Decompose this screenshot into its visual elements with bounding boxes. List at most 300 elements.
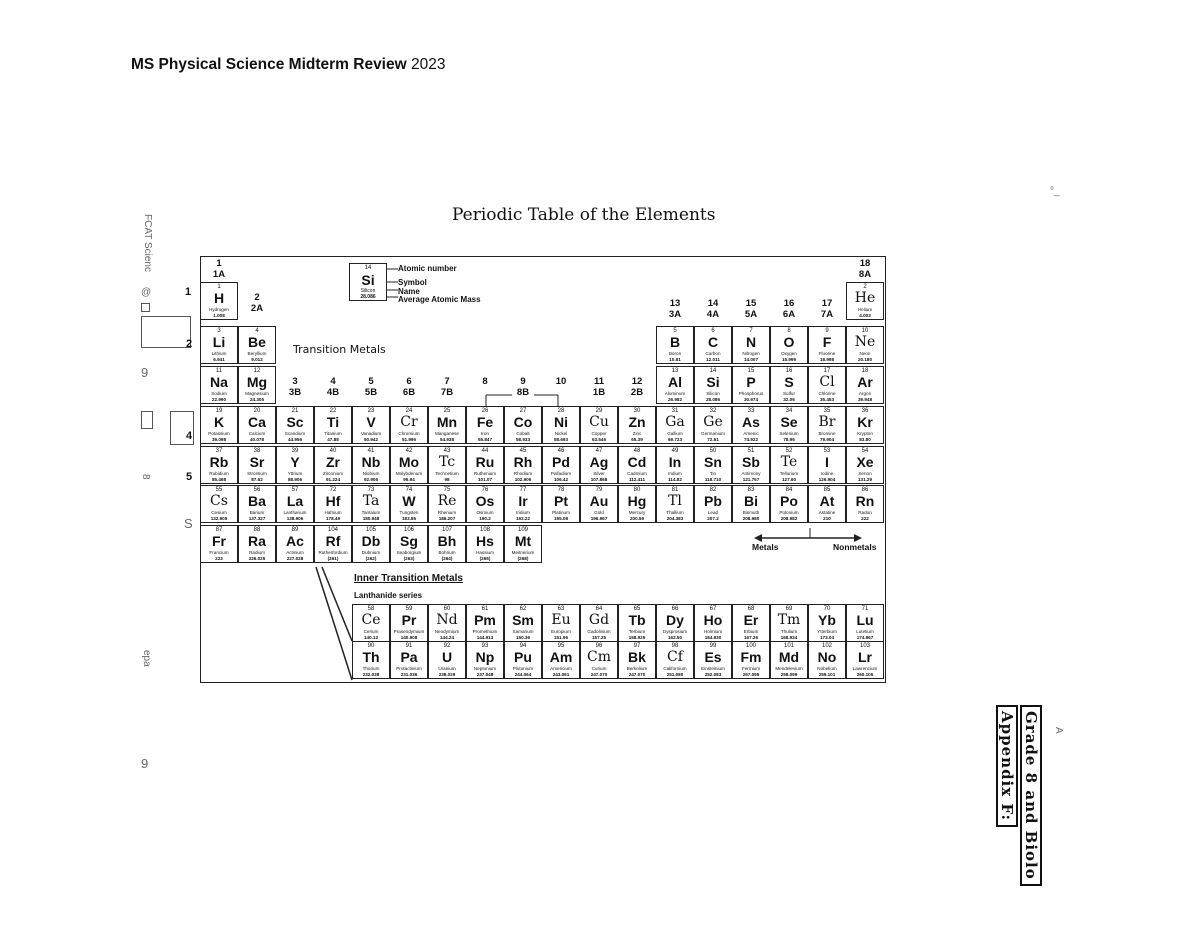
group-label: 8B <box>516 387 530 398</box>
element-cell-in <box>656 446 694 484</box>
atomic-mass: 150.36 <box>515 635 531 640</box>
element-cell-sn <box>694 446 732 484</box>
element-cell-rf <box>314 525 352 563</box>
atomic-number: 46 <box>557 448 565 454</box>
element-cell-eu <box>542 604 580 642</box>
element-symbol: Ni <box>554 414 568 430</box>
element-cell-dy <box>656 604 694 642</box>
atomic-number: 91 <box>405 643 413 649</box>
atomic-mass: 144.24 <box>439 635 455 640</box>
element-symbol: Po <box>780 493 798 509</box>
element-cell-sb <box>732 446 770 484</box>
element-symbol: Ho <box>703 612 723 628</box>
atomic-number: 76 <box>481 487 489 493</box>
atomic-number: 6 <box>711 328 715 334</box>
atomic-number: 106 <box>403 527 414 533</box>
element-cell-al <box>656 366 694 404</box>
periodic-table-title: Periodic Table of the Elements <box>452 205 716 225</box>
element-symbol: Fr <box>212 533 226 549</box>
element-name: Neon <box>859 351 871 356</box>
atomic-mass: 210 <box>823 516 831 521</box>
element-symbol: W <box>402 493 416 509</box>
element-cell-hs <box>466 525 504 563</box>
element-cell-rh <box>504 446 542 484</box>
element-symbol: Al <box>668 374 682 390</box>
element-symbol: Sc <box>286 414 304 430</box>
element-cell-te <box>770 446 808 484</box>
group-header <box>846 258 884 280</box>
atomic-mass: 39.098 <box>211 437 227 442</box>
atomic-mass: 69.723 <box>667 437 683 442</box>
element-cell-ga <box>656 406 694 444</box>
element-cell-zr <box>314 446 352 484</box>
element-name: Sodium <box>211 391 227 396</box>
element-cell-u <box>428 641 466 679</box>
atomic-number: 7 <box>749 328 753 334</box>
atomic-number: 4 <box>255 328 259 334</box>
element-cell-ra <box>238 525 276 563</box>
group-number: 2 <box>254 292 260 303</box>
element-cell-pt <box>542 485 580 523</box>
element-name: Lanthanum <box>283 510 307 515</box>
legend-number: 14 <box>364 265 372 271</box>
atomic-mass: 15.999 <box>781 357 797 362</box>
margin-nine-mark: 9 <box>141 365 149 380</box>
element-symbol: Bi <box>744 493 758 509</box>
margin-a-mark: A <box>1053 727 1064 734</box>
atomic-number: 31 <box>671 408 679 414</box>
element-cell-hg <box>618 485 656 523</box>
group-label: 2A <box>250 303 264 314</box>
legend-name: Silicon <box>360 288 376 294</box>
element-name: Carbon <box>705 351 721 356</box>
atomic-mass: 24.305 <box>249 397 265 402</box>
element-cell-cf <box>656 641 694 679</box>
element-name: Erbium <box>743 629 759 634</box>
atomic-number: 60 <box>443 606 451 612</box>
atomic-mass: 63.546 <box>591 437 607 442</box>
margin-eight-mark: 8 <box>140 474 151 480</box>
atomic-mass: 140.12 <box>363 635 379 640</box>
atomic-mass: 18.998 <box>819 357 835 362</box>
inner-transition-label: Inner Transition Metals <box>354 573 463 584</box>
element-symbol: Mg <box>246 374 268 390</box>
element-symbol: Ir <box>518 493 528 509</box>
element-symbol: Bh <box>437 533 457 549</box>
element-name: Antimony <box>741 471 761 476</box>
element-name: Hydrogen <box>209 307 229 312</box>
element-name: Mendelevium <box>775 666 803 671</box>
element-name: Nickel <box>554 431 568 436</box>
group-label: 4B <box>326 387 340 398</box>
group-number: 16 <box>783 298 795 309</box>
atomic-number: 43 <box>443 448 451 454</box>
element-symbol: V <box>366 414 376 430</box>
group-label: 4A <box>706 309 720 320</box>
element-name: Chlorine <box>818 391 836 396</box>
atomic-mass: 114.82 <box>668 477 682 482</box>
group-header <box>504 376 542 398</box>
atomic-mass: 78.96 <box>783 437 795 442</box>
legend-label-number: Atomic number <box>398 264 457 273</box>
element-symbol: Se <box>780 414 798 430</box>
atomic-number: 3 <box>217 328 221 334</box>
element-name: Uranium <box>438 666 456 671</box>
legend-label-name: Name <box>398 287 420 296</box>
element-name: Tungsten <box>399 510 419 515</box>
element-cell-tm <box>770 604 808 642</box>
element-name: Nobelium <box>817 666 837 671</box>
atomic-number: 71 <box>861 606 869 612</box>
element-cell-yb <box>808 604 846 642</box>
element-name: Terbium <box>628 629 646 634</box>
atomic-mass: 183.85 <box>401 516 417 521</box>
group-header <box>200 258 238 280</box>
element-name: Scandium <box>284 431 306 436</box>
atomic-mass: 20.180 <box>857 357 873 362</box>
atomic-number: 21 <box>291 408 299 414</box>
atomic-mass: 32.06 <box>783 397 795 402</box>
group-label: 1B <box>592 387 606 398</box>
atomic-mass: (262) <box>365 556 377 561</box>
group-number: 12 <box>631 376 643 387</box>
atomic-mass: 162.50 <box>667 635 683 640</box>
atomic-mass: 232.038 <box>362 672 380 677</box>
atomic-mass: 51.996 <box>401 437 417 442</box>
atomic-number: 83 <box>747 487 755 493</box>
atomic-mass: 259.101 <box>818 672 836 677</box>
element-cell-la <box>276 485 314 523</box>
element-symbol: Bk <box>628 649 646 665</box>
element-name: Lawrencium <box>852 666 878 671</box>
atomic-mass: 186.207 <box>438 516 456 521</box>
element-name: Rhodium <box>513 471 533 476</box>
atomic-number: 78 <box>557 487 565 493</box>
atomic-number: 72 <box>329 487 337 493</box>
atomic-number: 52 <box>785 448 793 454</box>
atomic-number: 94 <box>519 643 527 649</box>
element-name: Rutherfordium <box>318 550 348 555</box>
atomic-mass: 40.078 <box>249 437 265 442</box>
element-cell-ca <box>238 406 276 444</box>
atomic-number: 50 <box>709 448 717 454</box>
margin-box-mark <box>141 303 150 312</box>
group-header <box>656 298 694 320</box>
period-label: 1 <box>185 286 192 298</box>
atomic-number: 38 <box>253 448 261 454</box>
element-symbol: Mt <box>514 533 532 549</box>
element-cell-y <box>276 446 314 484</box>
element-cell-zn <box>618 406 656 444</box>
atomic-mass: 47.88 <box>327 437 339 442</box>
atomic-mass: 39.948 <box>857 397 873 402</box>
element-cell-co <box>504 406 542 444</box>
atomic-mass: 158.925 <box>628 635 646 640</box>
element-symbol: Es <box>704 649 722 665</box>
element-cell-li <box>200 326 238 364</box>
element-symbol: Ne <box>854 334 876 350</box>
element-name: Helium <box>857 307 873 312</box>
atomic-number: 51 <box>747 448 755 454</box>
element-name: Yttrium <box>287 471 303 476</box>
atomic-number: 49 <box>671 448 679 454</box>
element-cell-k <box>200 406 238 444</box>
element-cell-cl <box>808 366 846 404</box>
group-label: 6A <box>782 309 796 320</box>
element-name: Magnesium <box>245 391 269 396</box>
element-cell-cd <box>618 446 656 484</box>
atomic-number: 102 <box>821 643 832 649</box>
element-symbol: Ce <box>361 612 381 628</box>
element-name: Tellurium <box>779 471 799 476</box>
atomic-number: 104 <box>327 527 338 533</box>
atomic-mass: 87.62 <box>251 477 263 482</box>
atomic-mass: 164.930 <box>704 635 722 640</box>
atomic-mass: 54.938 <box>439 437 455 442</box>
atomic-number: 65 <box>633 606 641 612</box>
period-label: 2 <box>186 338 193 350</box>
element-name: Californium <box>663 666 687 671</box>
element-symbol: K <box>213 414 225 430</box>
atomic-number: 68 <box>747 606 755 612</box>
atomic-mass: 251.080 <box>666 672 684 677</box>
element-name: Mercury <box>628 510 646 515</box>
element-name: Promethium <box>472 629 498 634</box>
element-symbol: Rb <box>209 454 229 470</box>
atomic-number: 35 <box>823 408 831 414</box>
element-symbol: Ra <box>248 533 266 549</box>
atomic-mass: 157.25 <box>591 635 607 640</box>
group-number: 1 <box>216 258 222 269</box>
element-cell-th <box>352 641 390 679</box>
element-name: Europium <box>551 629 571 634</box>
element-name: Ytterbium <box>817 629 837 634</box>
atomic-mass: 127.60 <box>781 477 797 482</box>
atomic-number: 44 <box>481 448 489 454</box>
atomic-mass: 58.933 <box>515 437 531 442</box>
element-symbol: Zr <box>326 454 340 470</box>
element-symbol: Lu <box>856 612 874 628</box>
element-cell-br <box>808 406 846 444</box>
element-name: Zinc <box>632 431 642 436</box>
element-name: Polonium <box>779 510 799 515</box>
atomic-number: 27 <box>519 408 527 414</box>
period-label: 5 <box>186 471 193 483</box>
corner-mark: °_ <box>1050 186 1060 197</box>
atomic-number: 79 <box>595 487 603 493</box>
margin-at-mark: @ <box>141 287 152 298</box>
atomic-number: 32 <box>709 408 717 414</box>
element-cell-rb <box>200 446 238 484</box>
atomic-number: 90 <box>367 643 375 649</box>
element-symbol: Th <box>362 649 380 665</box>
element-cell-ta <box>352 485 390 523</box>
element-symbol: Tb <box>628 612 646 628</box>
atomic-mass: 22.990 <box>211 397 227 402</box>
element-cell-lr <box>846 641 884 679</box>
atomic-number: 24 <box>405 408 413 414</box>
element-name: Curium <box>591 666 607 671</box>
element-symbol: Cs <box>210 493 228 509</box>
element-cell-db <box>352 525 390 563</box>
atomic-number: 15 <box>747 368 755 374</box>
element-name: Molybdenum <box>395 471 423 476</box>
atomic-number: 100 <box>745 643 756 649</box>
atomic-number: 48 <box>633 448 641 454</box>
group-header <box>466 376 504 387</box>
atomic-mass: 204.383 <box>666 516 684 521</box>
atomic-mass: 138.906 <box>286 516 304 521</box>
atomic-mass: 106.42 <box>553 477 569 482</box>
element-cell-pa <box>390 641 428 679</box>
element-symbol: Cm <box>587 649 611 665</box>
atomic-mass: 167.26 <box>743 635 759 640</box>
group-header <box>770 298 808 320</box>
element-name: Nitrogen <box>742 351 760 356</box>
element-name: Lutetium <box>856 629 874 634</box>
element-symbol: Ac <box>286 533 304 549</box>
element-cell-fr <box>200 525 238 563</box>
element-symbol: Ta <box>362 493 380 509</box>
element-cell-ne <box>846 326 884 364</box>
atomic-mass: 85.468 <box>211 477 227 482</box>
atomic-number: 41 <box>367 448 375 454</box>
element-cell-hf <box>314 485 352 523</box>
atomic-number: 97 <box>633 643 641 649</box>
element-cell-at <box>808 485 846 523</box>
group-header <box>808 298 846 320</box>
transition-metals-label: Transition Metals <box>293 343 386 356</box>
atomic-mass: 107.868 <box>590 477 608 482</box>
element-name: Meitnerium <box>511 550 535 555</box>
atomic-mass: 257.095 <box>742 672 760 677</box>
element-symbol: S <box>784 374 794 390</box>
element-symbol: Sm <box>512 612 534 628</box>
atomic-mass: 44.956 <box>287 437 303 442</box>
legend-mass: 28.086 <box>360 294 376 300</box>
atomic-number: 105 <box>365 527 376 533</box>
element-symbol: Sn <box>704 454 722 470</box>
group-header <box>314 376 352 398</box>
atomic-number: 23 <box>367 408 375 414</box>
atomic-mass: (261) <box>327 556 339 561</box>
element-name: Cerium <box>363 629 379 634</box>
element-symbol: Zn <box>628 414 646 430</box>
atomic-number: 14 <box>709 368 717 374</box>
element-name: Zirconium <box>322 471 344 476</box>
group-number: 8 <box>482 376 488 387</box>
element-cell-no <box>808 641 846 679</box>
atomic-number: 82 <box>709 487 717 493</box>
atomic-mass: 200.59 <box>629 516 645 521</box>
element-symbol: Sr <box>249 454 265 470</box>
atomic-mass: 1.008 <box>213 313 225 318</box>
atomic-mass: 55.847 <box>477 437 493 442</box>
element-name: Bohrium <box>438 550 456 555</box>
element-symbol: Pa <box>400 649 418 665</box>
group-number: 18 <box>859 258 871 269</box>
element-cell-cr <box>390 406 428 444</box>
group-header <box>276 376 314 398</box>
legend-key-cell <box>349 263 387 301</box>
element-symbol: Ti <box>326 414 340 430</box>
element-name: Thorium <box>362 666 380 671</box>
atomic-mass: 195.08 <box>553 516 569 521</box>
element-name: Tin <box>709 471 717 476</box>
element-cell-ni <box>542 406 580 444</box>
atomic-mass: 223 <box>215 556 223 561</box>
atomic-number: 34 <box>785 408 793 414</box>
atomic-number: 63 <box>557 606 565 612</box>
atomic-number: 92 <box>443 643 451 649</box>
atomic-number: 95 <box>557 643 565 649</box>
element-cell-fm <box>732 641 770 679</box>
atomic-mass: 252.083 <box>704 672 722 677</box>
atomic-number: 75 <box>443 487 451 493</box>
legend-label-symbol: Symbol <box>398 278 427 287</box>
element-name: Francium <box>209 550 229 555</box>
legend-label-mass: Average Atomic Mass <box>398 295 481 304</box>
element-symbol: Li <box>212 334 226 350</box>
element-symbol: P <box>746 374 756 390</box>
nonmetals-label: Nonmetals <box>833 542 877 552</box>
element-cell-pb <box>694 485 732 523</box>
group-label: 2B <box>630 387 644 398</box>
element-cell-am <box>542 641 580 679</box>
atomic-mass: 65.39 <box>631 437 643 442</box>
element-cell-p <box>732 366 770 404</box>
element-symbol: Pb <box>704 493 722 509</box>
atomic-number: 99 <box>709 643 717 649</box>
atomic-mass: 92.906 <box>363 477 379 482</box>
element-symbol: C <box>707 334 719 350</box>
element-cell-fe <box>466 406 504 444</box>
element-name: Holmium <box>703 629 723 634</box>
element-name: Silver <box>593 471 605 476</box>
atomic-mass: 178.49 <box>325 516 341 521</box>
element-name: Astatine <box>818 510 836 515</box>
element-symbol: Hs <box>476 533 494 549</box>
element-name: Neodymium <box>434 629 460 634</box>
element-name: Krypton <box>857 431 873 436</box>
element-symbol: Tm <box>777 612 801 628</box>
element-symbol: No <box>817 649 837 665</box>
element-cell-sr <box>238 446 276 484</box>
atomic-number: 25 <box>443 408 451 414</box>
element-cell-er <box>732 604 770 642</box>
element-symbol: Tl <box>668 493 682 509</box>
legend-symbol: Si <box>361 272 375 288</box>
footer-line-2: Appendix F: <box>996 705 1018 827</box>
atomic-number: 108 <box>479 527 490 533</box>
element-symbol: Cr <box>400 414 418 430</box>
element-cell-w <box>390 485 428 523</box>
element-name: Chromium <box>398 431 420 436</box>
element-name: Praseodymium <box>393 629 425 634</box>
period-label: 4 <box>186 430 193 442</box>
element-name: Arsenic <box>743 431 759 436</box>
atomic-number: 81 <box>671 487 679 493</box>
element-cell-lu <box>846 604 884 642</box>
atomic-mass: 247.070 <box>628 672 646 677</box>
group-header <box>390 376 428 398</box>
atomic-number: 74 <box>405 487 413 493</box>
element-name: Boron <box>668 351 682 356</box>
atomic-number: 67 <box>709 606 717 612</box>
element-name: Fluorine <box>818 351 836 356</box>
element-cell-tc <box>428 446 466 484</box>
element-symbol: Pm <box>474 612 496 628</box>
